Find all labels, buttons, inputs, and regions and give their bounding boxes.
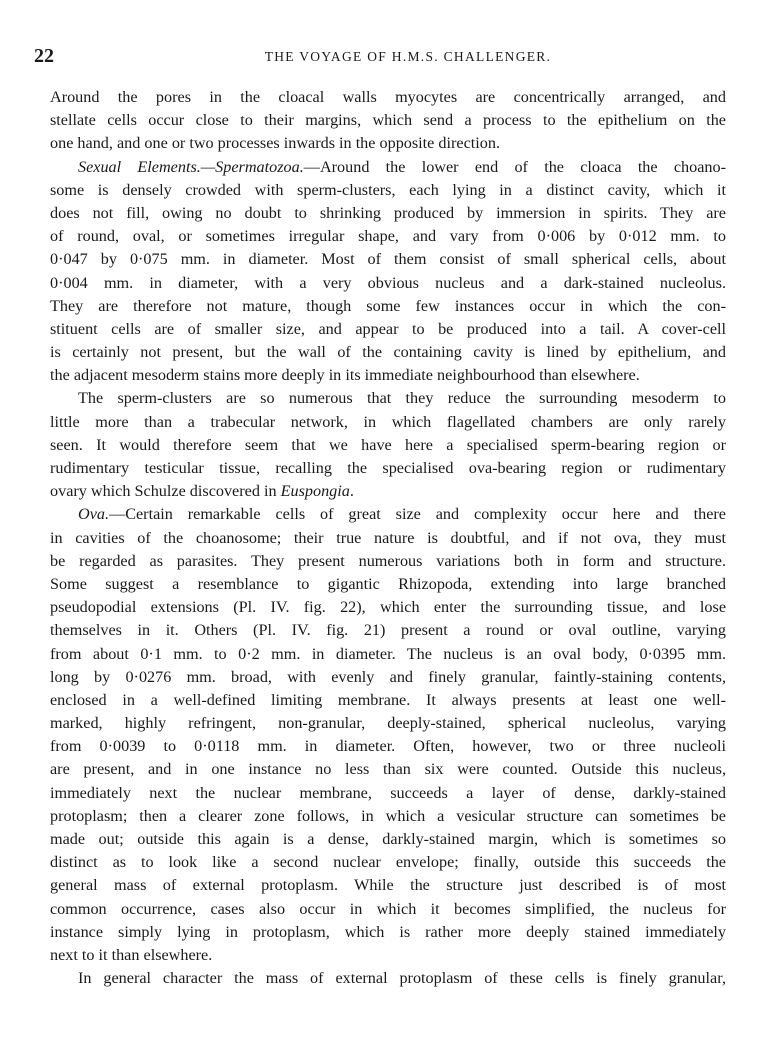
text-span: common occurrence, cases also occur in which it becomes simplified, the nucleus for (50, 899, 726, 918)
text-line (50, 318, 726, 341)
paragraph (50, 86, 726, 156)
text-span: instance simply lying in protoplasm, which is rather more deeply stained immediately (50, 922, 726, 941)
text-line (50, 967, 726, 990)
text-span: the adjacent mesoderm stains more deeply in its immediate neighbourhood than elsewhere. (50, 366, 640, 385)
text-line (50, 132, 726, 155)
italic-text: Sexual Elements.—Spermatozoa. (78, 157, 304, 176)
text-span: from 0·0039 to 0·0118 mm. in diameter. Often, however, two or three nucleoli (50, 737, 726, 756)
text-span: themselves in it. Others (Pl. IV. fig. 21) present a round or oval outline, varying (50, 621, 726, 640)
text-span: from about 0·1 mm. to 0·2 mm. in diameter. The nucleus is an oval body, 0·0395 mm. (50, 644, 726, 663)
text-line (50, 434, 726, 457)
text-span: general mass of external protoplasm. While the structure just described is of most (50, 876, 726, 895)
text-span: stituent cells are of smaller size, and appear to be produced into a tail. A cover-cell (50, 319, 726, 338)
text-span: of round, oval, or sometimes irregular shape, and vary from 0·006 by 0·012 mm. to (50, 227, 726, 246)
text-line (50, 480, 726, 503)
text-line (50, 341, 726, 364)
text-span: ovary which Schulze discovered in (50, 482, 281, 501)
text-line (50, 295, 726, 318)
text-line (50, 225, 726, 248)
page-number: 22 (34, 45, 54, 67)
text-line (50, 86, 726, 109)
text-line (50, 411, 726, 434)
text-line (50, 782, 726, 805)
text-span: They are therefore not mature, though some few instances occur in which the con- (50, 296, 726, 315)
text-span: 0·047 by 0·075 mm. in diameter. Most of them consist of small spherical cells, about (50, 250, 726, 269)
text-span: distinct as to look like a second nuclear envelope; finally, outside this succeeds the (50, 853, 726, 872)
text-line (50, 503, 726, 526)
text-line (50, 898, 726, 921)
text-span: some is densely crowded with sperm-clusters, each lying in a distinct cavity, which it (50, 180, 726, 199)
text-line (50, 364, 726, 387)
text-span: —Around the lower end of the cloaca the choano- (303, 157, 726, 176)
text-span: protoplasm; then a clearer zone follows, in which a vesicular structure can sometimes be (50, 806, 726, 825)
text-span: long by 0·0276 mm. broad, with evenly and finely granular, faintly-staining contents, (50, 667, 726, 686)
italic-text: Euspongia (280, 482, 350, 501)
text-span: Some suggest a resemblance to gigantic Rhizopoda, extending into large branched (50, 574, 726, 593)
body-text (50, 86, 726, 990)
text-line (50, 874, 726, 897)
text-line (50, 666, 726, 689)
text-line (50, 248, 726, 271)
text-span: stellate cells occur close to their margins, which send a process to the epithelium on the (50, 111, 726, 130)
text-line (50, 272, 726, 295)
text-span: seen. It would therefore seem that we have here a specialised sperm-bearing region or (50, 435, 726, 454)
text-line (50, 619, 726, 642)
text-span: are present, and in one instance no less than six were counted. Outside this nucleus, (50, 760, 726, 779)
paragraph (50, 503, 726, 967)
text-line (50, 689, 726, 712)
text-line (50, 156, 726, 179)
text-line (50, 527, 726, 550)
text-span: made out; outside this again is a dense, darkly-stained margin, which is sometimes so (50, 830, 726, 848)
text-line (50, 550, 726, 573)
text-span: in cavities of the choanosome; their true nature is doubtful, and if not ova, they must (50, 528, 726, 547)
paragraph (50, 156, 726, 388)
text-span: 0·004 mm. in diameter, with a very obvious nucleus and a dark-stained nucleolus. (50, 273, 726, 292)
text-line (50, 643, 726, 666)
paragraph (50, 387, 726, 503)
text-line (50, 805, 726, 828)
text-line (50, 735, 726, 758)
text-span: —Certain remarkable cells of great size and complexity occur here and there (109, 505, 726, 524)
text-span: little more than a trabecular network, in which flagellated chambers are only rarely (50, 412, 726, 431)
text-span: does not fill, owing no doubt to shrinking produced by immersion in spirits. They are (50, 203, 726, 222)
text-line (50, 596, 726, 619)
text-span: marked, highly refringent, non-granular, deeply-stained, spherical nucleolus, varying (50, 714, 726, 733)
text-span: enclosed in a well-defined limiting membrane. It always presents at least one well- (50, 690, 726, 709)
text-span: pseudopodial extensions (Pl. IV. fig. 22), which enter the surrounding tissue, and lose (50, 598, 726, 617)
paragraph (50, 967, 726, 990)
text-span: be regarded as parasites. They present numerous variations both in form and structure. (50, 551, 726, 570)
text-span: In general character the mass of external protoplasm of these cells is finely granular, (78, 969, 726, 988)
text-line (50, 712, 726, 735)
text-line (50, 179, 726, 202)
text-line (50, 202, 726, 225)
text-span: . (349, 482, 354, 501)
text-span: next to it than elsewhere. (50, 945, 213, 964)
running-title: THE VOYAGE OF H.M.S. CHALLENGER. (264, 49, 552, 64)
text-line (50, 573, 726, 596)
text-span: one hand, and one or two processes inwards in the opposite direction. (50, 134, 500, 153)
text-line (50, 758, 726, 781)
text-span: The sperm-clusters are so numerous that they reduce the surrounding mesoderm to (78, 389, 726, 408)
text-span: Around the pores in the cloacal walls myocytes are concentrically arranged, and (50, 88, 726, 106)
text-line (50, 457, 726, 480)
text-line (50, 851, 726, 874)
text-span: is certainly not present, but the wall of the containing cavity is lined by epithelium, and (50, 343, 726, 362)
text-line (50, 944, 726, 967)
text-line (50, 921, 726, 944)
text-line (50, 828, 726, 851)
text-span: immediately next the nuclear membrane, succeeds a layer of dense, darkly-stained (50, 783, 726, 802)
text-line (50, 109, 726, 132)
italic-text: Ova. (78, 505, 110, 524)
text-span: rudimentary testicular tissue, recalling the specialised ova-bearing region or rudimentary (50, 459, 726, 477)
text-line (50, 387, 726, 410)
